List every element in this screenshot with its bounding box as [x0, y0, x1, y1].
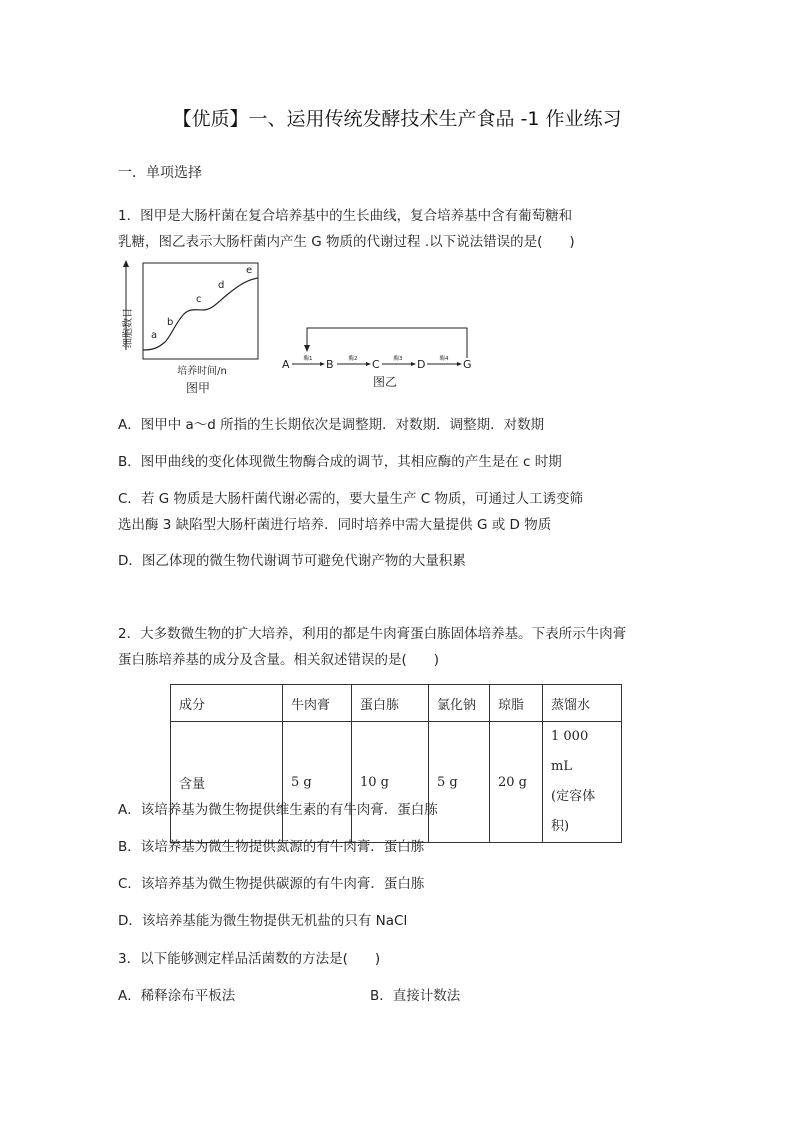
question-1-option-d[interactable]: D．图乙体现的微生物代谢调节可避免代谢产物的大量积累	[118, 553, 466, 569]
figure-b-feedback-arrow	[304, 345, 310, 352]
figure-a-frame	[143, 263, 258, 359]
figure-a-caption: 图甲	[185, 381, 211, 395]
figure-b-node-b: B	[326, 358, 334, 371]
figure-b-node-a: A	[282, 358, 290, 371]
table-header-cell: 蒸馏水	[543, 685, 622, 722]
figure-b-arrow-2-head	[366, 362, 371, 366]
table-header-cell: 成分	[171, 685, 283, 722]
question-1-option-b[interactable]: B．图甲曲线的变化体现微生物酶合成的调节，其相应酶的产生是在 c 时期	[118, 454, 562, 470]
figure-b-node-c: C	[372, 358, 380, 371]
table-row	[171, 722, 622, 843]
table-header-cell: 琼脂	[490, 685, 543, 722]
question-2-line-2: 蛋白胨培养基的成分及含量。相关叙述错误的是( )	[118, 652, 440, 668]
table-cell: 20 g	[490, 722, 543, 843]
question-1-option-c[interactable]	[118, 486, 688, 538]
table-header-row	[171, 685, 622, 722]
figure-b-arrow-3-head	[411, 362, 416, 366]
question-3-stem: 3．以下能够测定样品活菌数的方法是( )	[118, 951, 381, 967]
figure-b-arrow-4-head	[457, 362, 462, 366]
figure-b-caption: 图乙	[372, 375, 398, 389]
figure-a-growth-curve	[118, 258, 268, 398]
question-2-option-c[interactable]: C．该培养基为微生物提供碳源的有牛肉膏．蛋白胨	[118, 876, 425, 892]
figure-a-xlabel: 培养时间/n	[177, 366, 227, 377]
table-cell: 10 g	[352, 722, 429, 843]
table-header-cell: 牛肉膏	[283, 685, 352, 722]
figure-a-arrow-head	[123, 260, 129, 267]
question-1-option-a[interactable]: A．图甲中 a～d 所指的生长期依次是调整期．对数期．调整期．对数期	[118, 417, 545, 433]
figure-a-point-b: b	[167, 317, 174, 328]
figure-b-enzyme-3: 酶3	[393, 356, 403, 362]
question-3-option-a[interactable]: A．稀释涂布平板法	[118, 988, 236, 1004]
figure-a-point-a: a	[151, 330, 158, 341]
figure-a-ylabel: 细胞数目	[123, 308, 134, 348]
figure-b-enzyme-1: 酶1	[303, 356, 313, 362]
table-cell: 1 000 mL (定容体积)	[543, 722, 622, 843]
question-1-line-2: 乳糖，图乙表示大肠杆菌内产生 G 物质的代谢过程 .以下说法错误的是( )	[118, 234, 575, 250]
figure-a-curve	[143, 278, 258, 350]
question-2-option-a[interactable]: A．该培养基为微生物提供维生素的有牛肉膏．蛋白胨	[118, 802, 438, 818]
table-cell: 5 g	[429, 722, 490, 843]
table-header-cell: 蛋白胨	[352, 685, 429, 722]
figure-a-point-c: c	[196, 294, 202, 305]
section-heading: 一．单项选择	[118, 165, 202, 181]
question-1-option-c-line-1: C．若 G 物质是大肠杆菌代谢必需的，要大量生产 C 物质，可通过人工诱变筛	[118, 491, 583, 507]
question-1-line-1: 1．图甲是大肠杆菌在复合培养基中的生长曲线，复合培养基中含有葡萄糖和	[118, 208, 573, 224]
figure-b-pathway	[280, 322, 480, 392]
figure-b-enzyme-4: 酶4	[439, 356, 449, 362]
page-title: 【优质】一、运用传统发酵技术生产食品 -1 作业练习	[172, 108, 622, 130]
table-header-cell: 氯化钠	[429, 685, 490, 722]
question-2-option-d[interactable]: D．该培养基能为微生物提供无机盐的只有 NaCl	[118, 913, 408, 929]
question-1-option-c-line-2: 选出酶 3 缺陷型大肠杆菌进行培养．同时培养中需大量提供 G 或 D 物质	[118, 517, 552, 533]
question-2-stem	[118, 621, 678, 673]
figure-b-feedback-line	[307, 328, 467, 358]
figure-a-point-e: e	[246, 265, 253, 276]
figure-b-node-d: D	[417, 358, 426, 371]
figure-b-node-g: G	[463, 358, 472, 371]
question-3-option-b[interactable]: B．直接计数法	[370, 988, 461, 1004]
figure-b-enzyme-2: 酶2	[348, 356, 358, 362]
figure-a-point-d: d	[218, 280, 225, 291]
question-2-line-1: 2．大多数微生物的扩大培养，利用的都是牛肉膏蛋白胨固体培养基。下表所示牛肉膏	[118, 626, 627, 642]
question-2-option-b[interactable]: B．该培养基为微生物提供氮源的有牛肉膏．蛋白胨	[118, 839, 425, 855]
table-cell: 含量	[171, 722, 283, 843]
figure-b-arrow-1-head	[320, 362, 325, 366]
table-cell: 5 g	[283, 722, 352, 843]
question-1-stem	[118, 203, 678, 255]
